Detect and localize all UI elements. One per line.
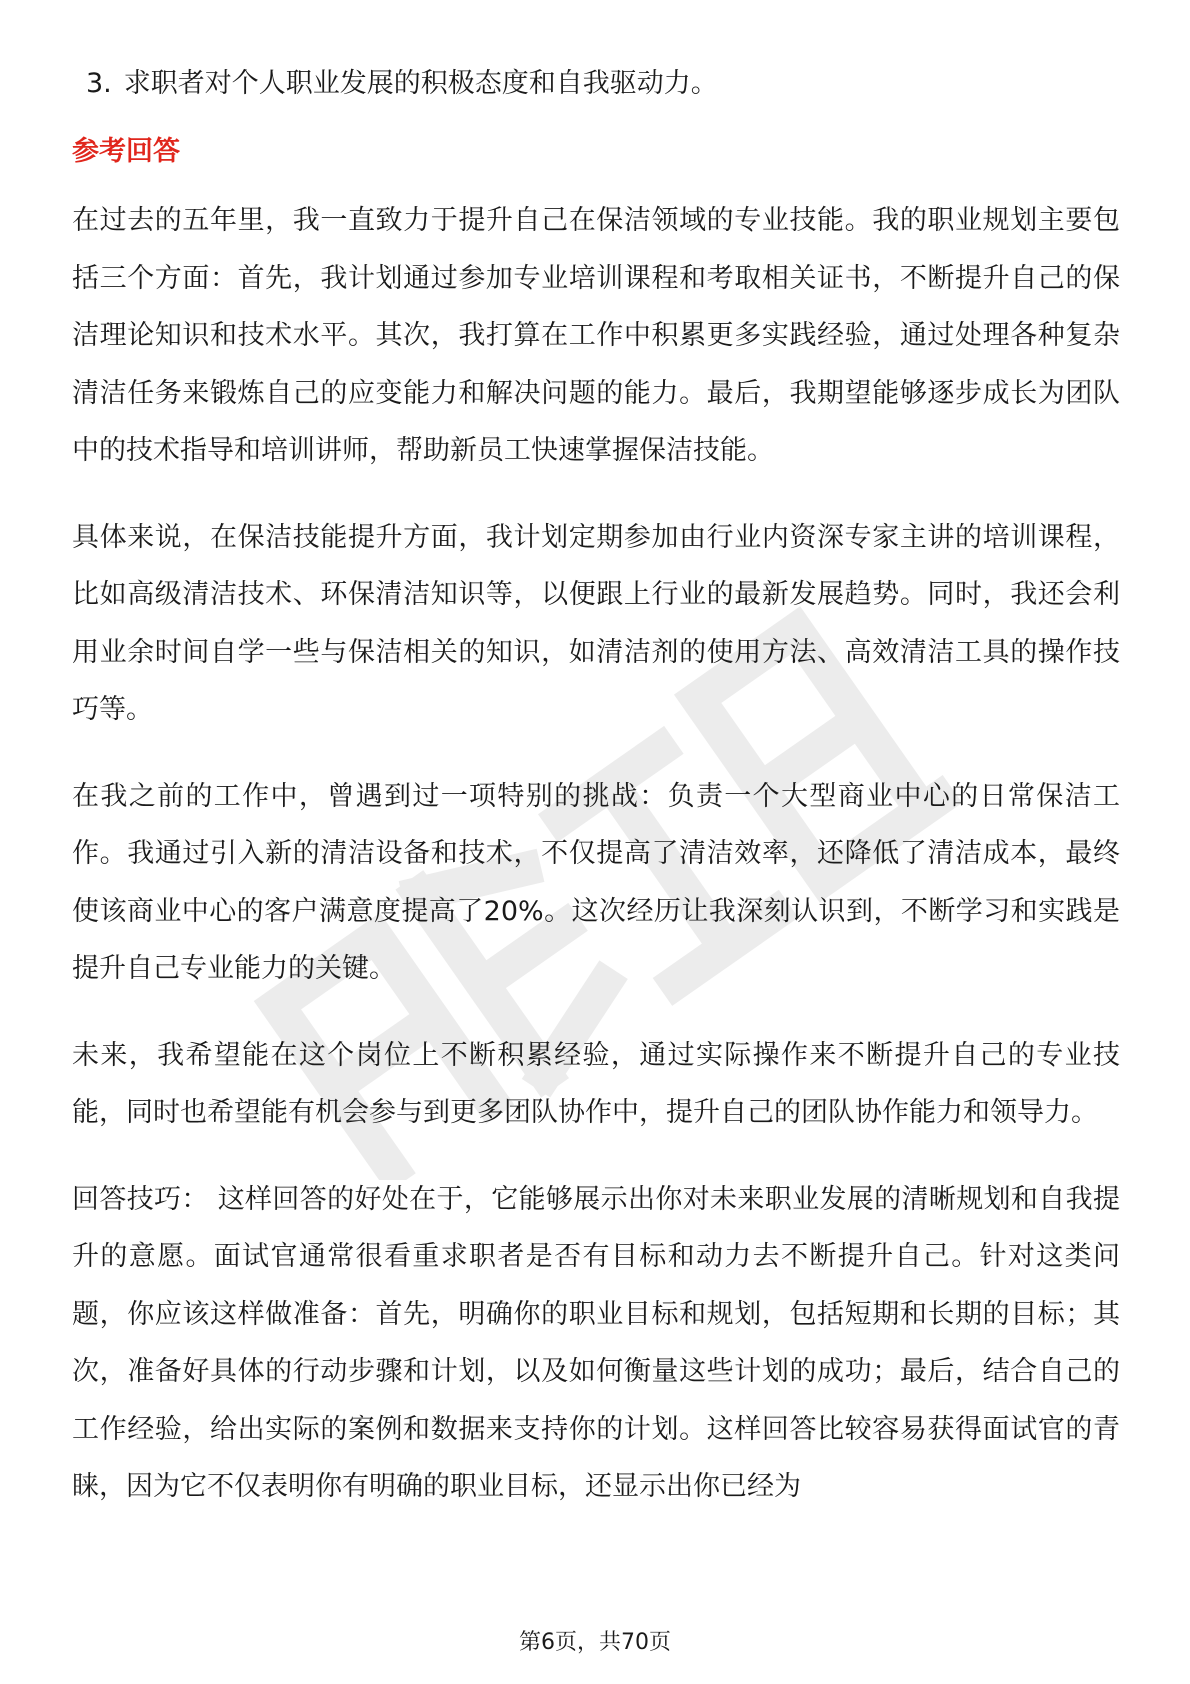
list-number: 3. xyxy=(86,68,112,99)
page-number-footer: 第6页，共70页 xyxy=(519,1630,671,1655)
list-item-text: 求职者对个人职业发展的积极态度和自我驱动力。 xyxy=(123,68,718,99)
section-heading: 参考回答 xyxy=(72,136,180,167)
answer-paragraph: 在我之前的工作中，曾遇到过一项特别的挑战：负责一个大型商业中心的日常保洁工作。我通过引入新的清洁设备和技术，不仅提高了清洁效率，还降低了清洁成本，最终使该商业中心的客户满意度提高了20%。这次经历让我深刻认识到，不断学习和实践是提升自己专业能力的关键。 xyxy=(72,780,1120,984)
answer-paragraph: 在过去的五年里，我一直致力于提升自己在保洁领域的专业技能。我的职业规划主要包括三个方面：首先，我计划通过参加专业培训课程和考取相关证书，不断提升自己的保洁理论知识和技术水平。其次，我打算在工作中积累更多实践经验，通过处理各种复杂清洁任务来锻炼自己的应变能力和解决问题的能力。最后，我期望能够逐步成长为团队中的技术指导和培训讲师，帮助新员工快速掌握保洁技能。 xyxy=(72,205,1120,466)
answer-paragraph: 未来，我希望能在这个岗位上不断积累经验，通过实际操作来不断提升自己的专业技能，同时也希望能有机会参与到更多团队协作中，提升自己的团队协作能力和领导力。 xyxy=(72,1039,1120,1128)
answer-tips-paragraph: 回答技巧： 这样回答的好处在于，它能够展示出你对未来职业发展的清晰规划和自我提升的意愿。面试官通常很看重求职者是否有目标和动力去不断提升自己。针对这类问题，你应该这样做准备：首先，明确你的职业目标和规划，包括短期和长期的目标；其次，准备好具体的行动步骤和计划，以及如何衡量这些计划的成功；最后，结合自己的工作经验，给出实际的案例和数据来支持你的计划。这样回答比较容易获得面试官的青睐，因为它不仅表明你有明确的职业目标，还显示出你已经为 xyxy=(72,1183,1120,1502)
list-item xyxy=(72,56,1120,112)
document-content xyxy=(72,56,1120,1545)
answer-paragraph: 具体来说，在保洁技能提升方面，我计划定期参加由行业内资深专家主讲的培训课程，比如高级清洁技术、环保清洁知识等，以便跟上行业的最新发展趋势。同时，我还会利用业余时间自学一些与保洁相关的知识，如清洁剂的使用方法、高效清洁工具的操作技巧等。 xyxy=(72,521,1120,725)
